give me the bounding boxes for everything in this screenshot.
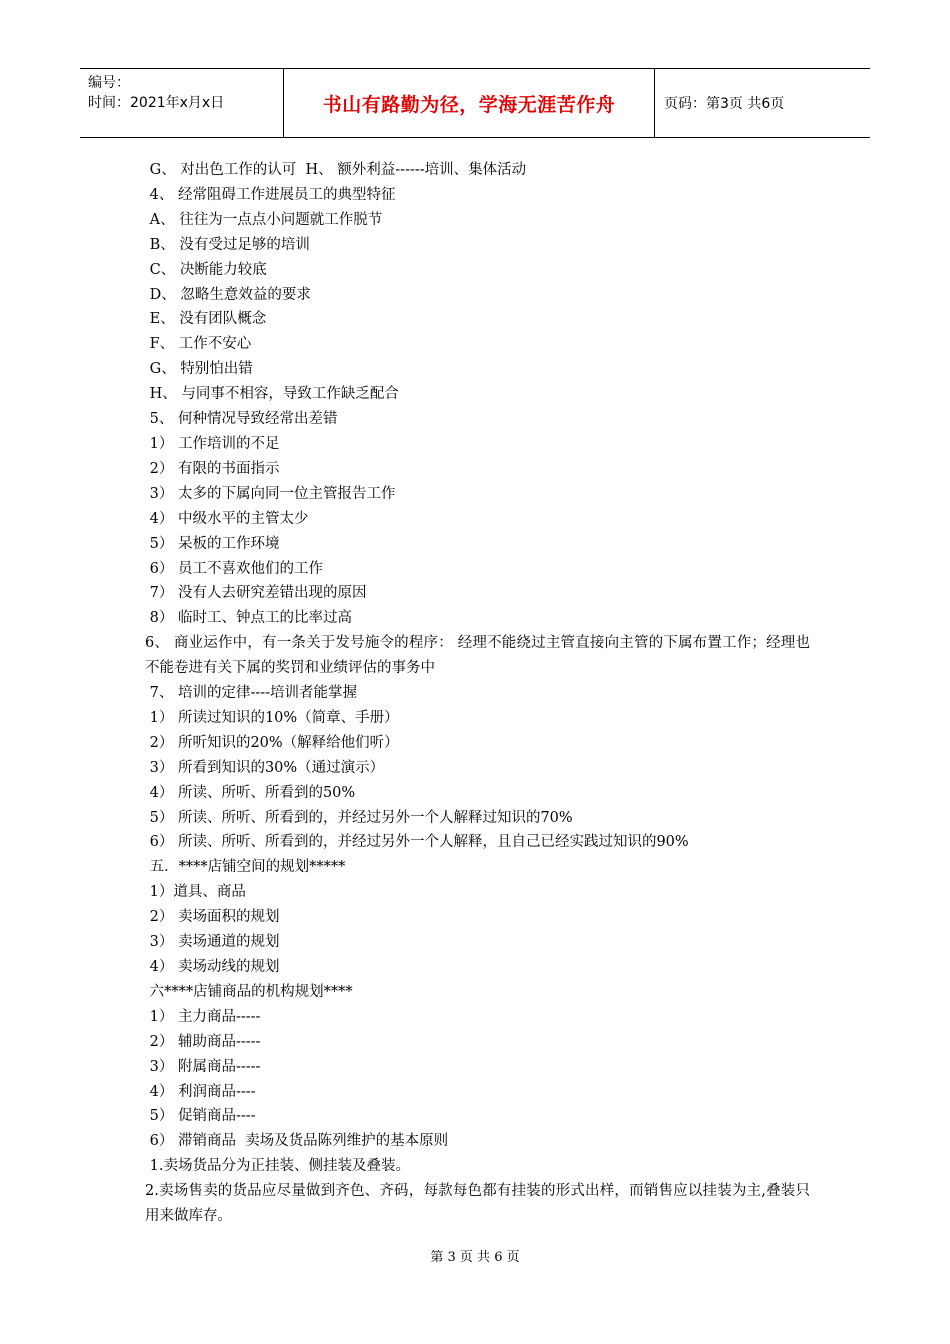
text-line: 2） 辅助商品-----: [145, 1033, 261, 1050]
text-line: B、 没有受过足够的培训: [145, 236, 310, 253]
text-line: 5） 所读、所听、所看到的，并经过另外一个人解释过知识的70%: [145, 809, 573, 826]
text-line: 5） 呆板的工作环境: [145, 535, 280, 552]
page-header: [80, 68, 870, 138]
text-line: F、 工作不安心: [145, 336, 252, 353]
text-line: G、 特别怕出错: [145, 361, 253, 378]
text-line: 4） 利润商品----: [145, 1083, 256, 1100]
text-line: 4、 经常阻碍工作进展员工的典型特征: [145, 186, 396, 203]
text-line: 1） 所读过知识的10%（简章、手册）: [145, 709, 399, 726]
text-line: E、 没有团队概念: [145, 311, 267, 328]
text-line: C、 决断能力较底: [145, 261, 267, 278]
header-meta: [88, 73, 283, 113]
text-line: D、 忽略生意效益的要求: [145, 286, 311, 303]
page-footer: 第 3 页 共 6 页: [430, 1250, 520, 1265]
text-line: A、 往往为一点点小问题就工作脱节: [145, 211, 383, 228]
text-line: 8） 临时工、钟点工的比率过高: [145, 610, 352, 627]
text-line: 4） 所读、所听、所看到的50%: [145, 784, 356, 801]
text-line: H、 与同事不相容，导致工作缺乏配合: [145, 386, 399, 403]
text-line: 五．****店铺空间的规划*****: [145, 859, 346, 876]
text-line: 3） 卖场通道的规划: [145, 934, 280, 951]
text-line: 1） 主力商品-----: [145, 1008, 261, 1025]
text-line: 7、 培训的定律----培训者能掌握: [145, 685, 358, 702]
text-line: 1.卖场货品分为正挂装、侧挂装及叠装。: [145, 1158, 410, 1175]
text-line: 3） 太多的下属向同一位主管报告工作: [145, 485, 396, 502]
document-number-label: 编号：: [88, 75, 130, 91]
text-line: 2） 有限的书面指示: [145, 460, 280, 477]
document-time-label: 时间：2021年x月x日: [88, 95, 225, 111]
text-line: 1） 工作培训的不足: [145, 435, 280, 452]
header-motto: 书山有路勤为径，学海无涯苦作舟: [322, 93, 616, 116]
text-line: 3） 所看到知识的30%（通过演示）: [145, 759, 385, 776]
text-line: 5、 何种情况导致经常出差错: [145, 411, 338, 428]
document-body: [145, 158, 810, 1229]
text-line: G、 对出色工作的认可 H、 额外利益------培训、集体活动: [145, 162, 527, 178]
text-line: 4） 卖场动线的规划: [145, 959, 280, 975]
text-line: 2） 所听知识的20%（解释给他们听）: [145, 734, 399, 751]
text-line: 6） 员工不喜欢他们的工作: [145, 560, 323, 577]
text-line: 6） 所读、所听、所看到的，并经过另外一个人解释，且自己已经实践过知识的90%: [145, 834, 689, 851]
text-line: 1）道具、商品: [145, 884, 246, 901]
text-line: 7） 没有人去研究差错出现的原因: [145, 585, 367, 602]
text-line: 6） 滞销商品 卖场及货品陈列维护的基本原则: [145, 1133, 449, 1150]
text-line: 6、 商业运作中，有一条关于发号施令的程序： 经理不能绕过主管直接向主管的下属布置工作；经理也不能卷进有关下属的奖罚和业绩评估的事务中: [145, 635, 810, 677]
header-page-info: 页码：第3页 共6页: [664, 96, 785, 112]
text-line: 3） 附属商品-----: [145, 1058, 261, 1075]
text-line: 2.卖场售卖的货品应尽量做到齐色、齐码，每款每色都有挂装的形式出样，而销售应以挂装为主,叠装只用来做库存。: [145, 1183, 810, 1225]
text-line: 2） 卖场面积的规划: [145, 909, 280, 926]
text-line: 六****店铺商品的机构规划****: [145, 983, 353, 1000]
text-line: 4） 中级水平的主管太少: [145, 510, 309, 527]
header-divider-right: [654, 69, 655, 137]
text-line: 5） 促销商品----: [145, 1108, 256, 1125]
